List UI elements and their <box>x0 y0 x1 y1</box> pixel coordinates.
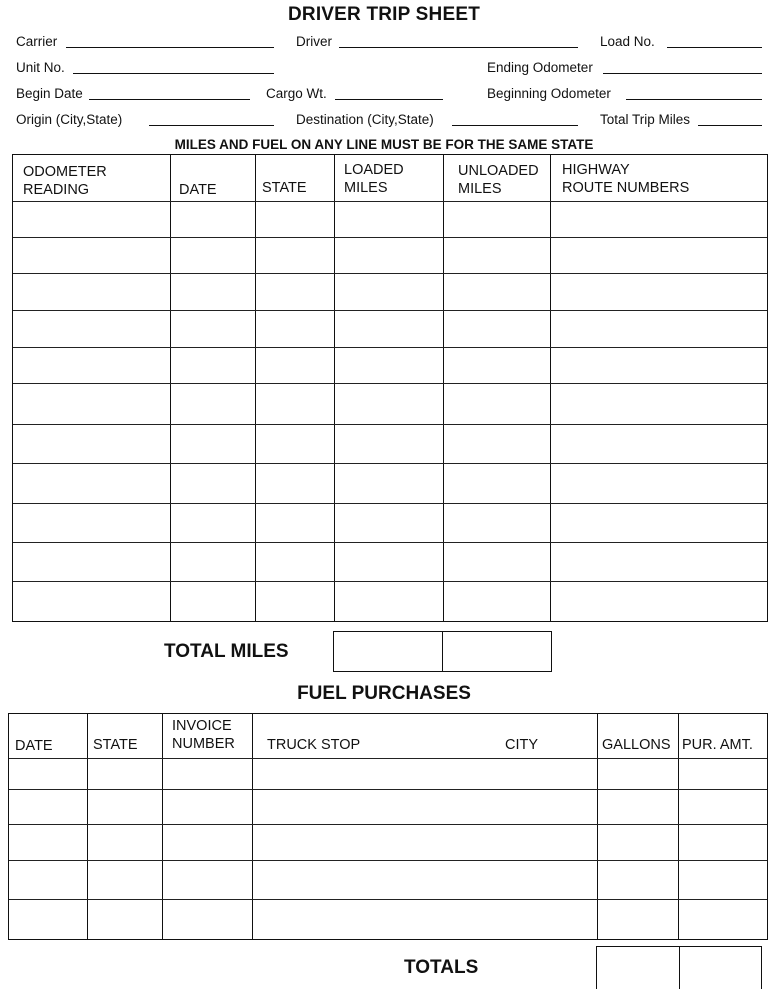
table-row[interactable] <box>9 824 767 825</box>
ending-odometer-label: Ending Odometer <box>487 60 593 75</box>
destination-label: Destination (City,State) <box>296 112 434 127</box>
table-row[interactable] <box>13 237 767 238</box>
unit-no-field[interactable] <box>73 73 274 74</box>
total-purchase-amount-cell[interactable] <box>680 948 760 988</box>
beginning-odometer-field[interactable] <box>626 99 762 100</box>
driver-field[interactable] <box>339 47 578 48</box>
begin-date-field[interactable] <box>89 99 250 100</box>
trip-header-loaded-miles: LOADED MILES <box>344 162 404 196</box>
trip-col-divider <box>170 155 171 621</box>
fuel-header-truck-stop: TRUCK STOP <box>267 737 361 753</box>
fuel-header-rule <box>9 758 767 759</box>
origin-label: Origin (City,State) <box>16 112 123 127</box>
table-row[interactable] <box>13 424 767 425</box>
trip-col-divider <box>334 155 335 621</box>
table-row[interactable] <box>13 581 767 582</box>
fuel-purchases-title: FUEL PURCHASES <box>297 683 471 704</box>
load-no-label: Load No. <box>600 34 655 49</box>
origin-field[interactable] <box>149 125 274 126</box>
totals-label: TOTALS <box>404 957 479 978</box>
fuel-header-purchase-amount: PUR. AMT. <box>682 737 753 753</box>
trip-header-unloaded-miles: UNLOADED MILES <box>458 163 539 197</box>
same-state-notice: MILES AND FUEL ON ANY LINE MUST BE FOR THE SAME STATE <box>174 137 594 152</box>
fuel-col-divider <box>678 714 679 939</box>
fuel-header-invoice-number: INVOICE NUMBER <box>172 718 235 752</box>
cargo-wt-label: Cargo Wt. <box>266 86 327 101</box>
driver-label: Driver <box>296 34 332 49</box>
trip-header-date: DATE <box>179 182 217 198</box>
fuel-header-gallons: GALLONS <box>602 737 671 753</box>
trip-header-odometer: ODOMETER READING <box>23 164 107 198</box>
fuel-col-divider <box>252 714 253 939</box>
total-loaded-miles-cell[interactable] <box>335 633 441 670</box>
table-row[interactable] <box>9 789 767 790</box>
table-row[interactable] <box>13 273 767 274</box>
total-gallons-cell[interactable] <box>598 948 678 988</box>
fuel-header-date: DATE <box>15 738 53 754</box>
begin-date-label: Begin Date <box>16 86 83 101</box>
total-miles-label: TOTAL MILES <box>164 641 289 662</box>
table-row[interactable] <box>13 503 767 504</box>
fuel-col-divider <box>162 714 163 939</box>
table-row[interactable] <box>13 463 767 464</box>
trip-col-divider <box>550 155 551 621</box>
page-title: DRIVER TRIP SHEET <box>287 4 481 25</box>
trip-header-highway-routes: HIGHWAY ROUTE NUMBERS <box>562 162 690 196</box>
load-no-field[interactable] <box>667 47 762 48</box>
total-trip-miles-field[interactable] <box>698 125 762 126</box>
trip-header-state: STATE <box>262 180 307 196</box>
table-row[interactable] <box>13 383 767 384</box>
total-trip-miles-label: Total Trip Miles <box>600 112 691 127</box>
fuel-col-divider <box>597 714 598 939</box>
fuel-header-state: STATE <box>93 737 138 753</box>
fuel-header-city: CITY <box>505 737 539 753</box>
table-row[interactable] <box>13 310 767 311</box>
carrier-label: Carrier <box>16 34 58 49</box>
trip-col-divider <box>443 155 444 621</box>
beginning-odometer-label: Beginning Odometer <box>487 86 611 101</box>
fuel-col-divider <box>87 714 88 939</box>
trip-col-divider <box>255 155 256 621</box>
trip-table <box>12 154 768 622</box>
trip-header-rule <box>13 201 767 202</box>
fuel-table <box>8 713 768 940</box>
table-row[interactable] <box>13 542 767 543</box>
table-row[interactable] <box>9 860 767 861</box>
table-row[interactable] <box>13 347 767 348</box>
cargo-wt-field[interactable] <box>335 99 443 100</box>
table-row[interactable] <box>9 899 767 900</box>
total-unloaded-miles-cell[interactable] <box>443 633 550 670</box>
carrier-field[interactable] <box>66 47 274 48</box>
unit-no-label: Unit No. <box>16 60 65 75</box>
ending-odometer-field[interactable] <box>603 73 762 74</box>
destination-field[interactable] <box>452 125 578 126</box>
